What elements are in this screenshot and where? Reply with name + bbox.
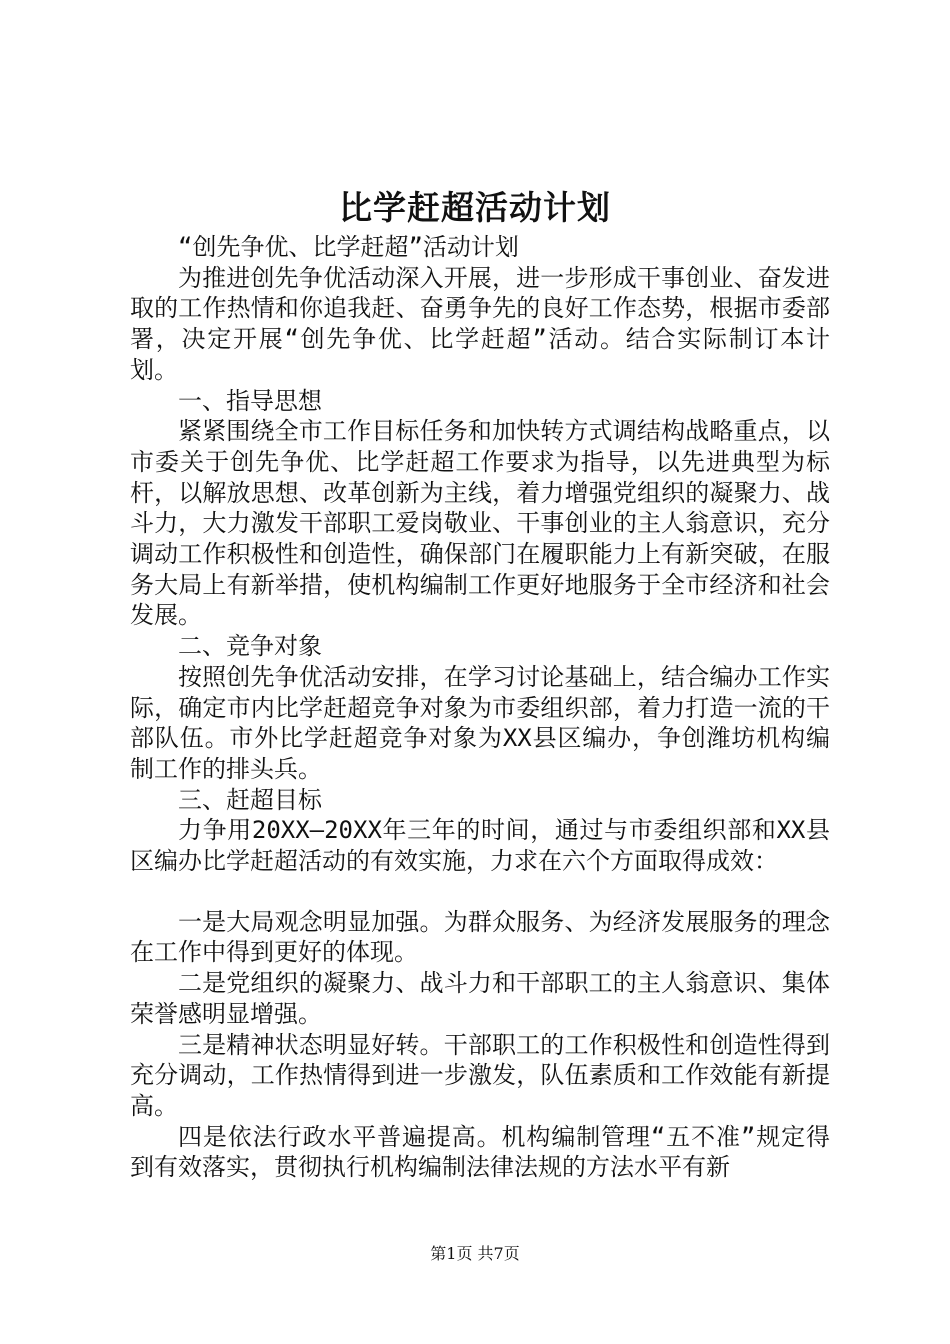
- section-2-paragraph: 按照创先争优活动安排，在学习讨论基础上，结合编办工作实际，确定市内比学赶超竞争对象为市委组织部，着力打造一流的干部队伍。市外比学赶超竞争对象为XX县区编办，争创潍坊机构编制工作的排头兵。: [130, 662, 830, 783]
- goal-item-4: 四是依法行政水平普遍提高。机构编制管理“五不准”规定得到有效落实，贯彻执行机构编制法律法规的方法水平有新: [130, 1122, 830, 1182]
- page-number: 第1页 共7页: [430, 1244, 520, 1263]
- section-3-paragraph: 力争用20XX—20XX年三年的时间，通过与市委组织部和XX县区编办比学赶超活动的有效实施，力求在六个方面取得成效：: [130, 816, 830, 876]
- document-title: 比学赶超活动计划: [339, 188, 611, 227]
- intro-paragraph: 为推进创先争优活动深入开展，进一步形成干事创业、奋发进取的工作热情和你追我赶、奋勇争先的良好工作态势，根据市委部署，决定开展“创先争优、比学赶超”活动。结合实际制订本计划。: [130, 263, 830, 384]
- section-1-paragraph: 紧紧围绕全市工作目标任务和加快转方式调结构战略重点，以市委关于创先争优、比学赶超工作要求为指导，以先进典型为标杆，以解放思想、改革创新为主线，着力增强党组织的凝聚力、战斗力，大力激发干部职工爱岗敬业、干事创业的主人翁意识，充分调动工作积极性和创造性，确保部门在履职能力上有新突破，在服务大局上有新举措，使机构编制工作更好地服务于全市经济和社会发展。: [130, 417, 830, 630]
- section-heading-1: 一、指导思想: [178, 386, 322, 415]
- goal-item-1: 一是大局观念明显加强。为群众服务、为经济发展服务的理念在工作中得到更好的体现。: [130, 907, 830, 967]
- goal-item-3: 三是精神状态明显好转。干部职工的工作积极性和创造性得到充分调动，工作热情得到进一步激发，队伍素质和工作效能有新提高。: [130, 1030, 830, 1120]
- subtitle-paragraph: “创先争优、比学赶超”活动计划: [178, 233, 519, 261]
- document-body: [130, 232, 830, 1183]
- section-heading-2: 二、竞争对象: [178, 632, 322, 661]
- section-heading-3: 三、赶超目标: [178, 785, 322, 814]
- goal-item-2: 二是党组织的凝聚力、战斗力和干部职工的主人翁意识、集体荣誉感明显增强。: [130, 969, 830, 1028]
